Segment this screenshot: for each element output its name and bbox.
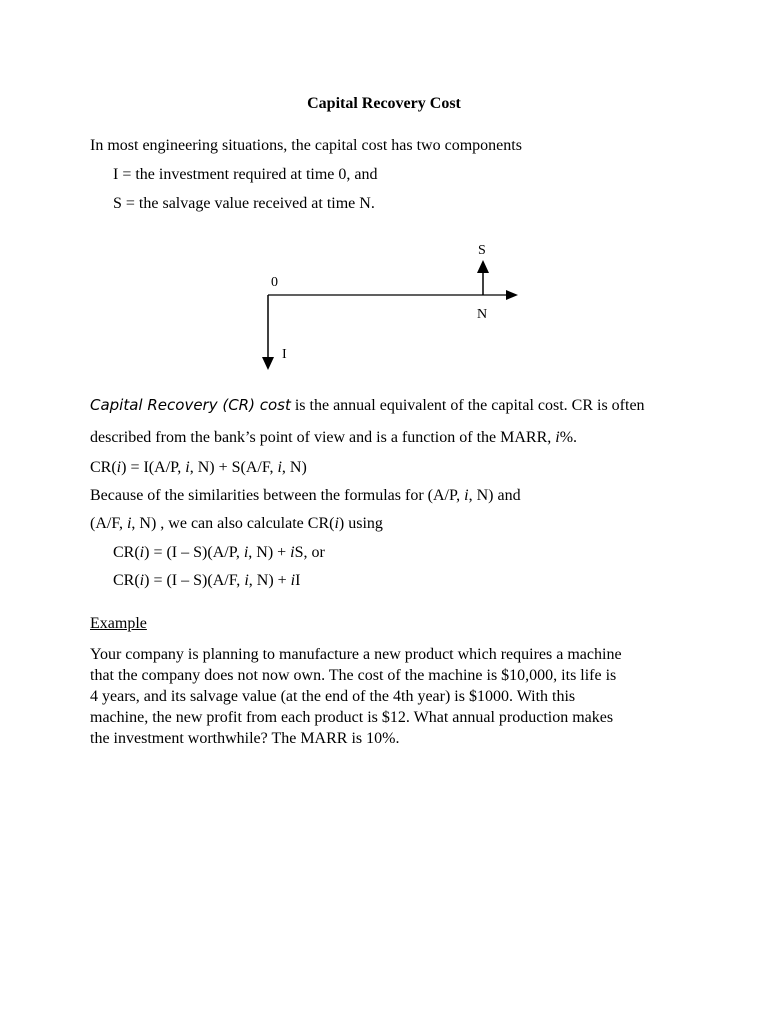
example-line: Your company is planning to manufacture a new product which requires a machine (90, 646, 622, 663)
cr-definition-line-2 (90, 430, 577, 446)
diagram-label-n: N (477, 307, 488, 322)
cr-definition-text-2: described from the bank’s point of view and is a function of the MARR, (90, 429, 556, 446)
salvage-arrowhead (477, 260, 489, 273)
example-line: machine, the new profit from each product is $12. What annual production makes (90, 709, 614, 726)
intro-line-2: I = the investment required at time 0, and (113, 166, 378, 183)
example-line: 4 years, and its salvage value (at the end of the 4th year) is $1000. With this (90, 688, 576, 705)
percent-sign: %. (559, 429, 578, 446)
time-axis-arrowhead (506, 290, 518, 300)
example-line: that the company does not now own. The cost of the machine is $10,000, its life is (90, 667, 617, 684)
formula-cr-2: CR(i) = (I – S)(A/P, i, N) + iS, or (113, 544, 325, 561)
example-paragraph (90, 644, 700, 749)
marr-variable: i (555, 429, 560, 446)
cr-term: Capital Recovery (CR) cost (90, 396, 291, 414)
example-line: the investment worthwhile? The MARR is 10%. (90, 730, 400, 747)
formula-cr-3: CR(i) = (I – S)(A/F, i, N) + iI (113, 572, 301, 589)
cr-definition-text: is the annual equivalent of the capital cost. CR is often (290, 397, 645, 414)
diagram-label-i: I (282, 347, 287, 362)
similarity-line-1: Because of the similarities between the formulas for (A/P, i, N) and (90, 487, 521, 504)
cr-definition-line-1 (90, 398, 645, 414)
diagram-label-zero: 0 (271, 275, 278, 290)
similarity-line-2: (A/F, i, N) , we can also calculate CR(i) using (90, 515, 383, 532)
diagram-label-s: S (478, 243, 486, 258)
intro-line-1: In most engineering situations, the capital cost has two components (90, 137, 522, 154)
formula-cr-1: CR(i) = I(A/P, i, N) + S(A/F, i, N) (90, 459, 307, 476)
intro-line-3: S = the salvage value received at time N. (113, 195, 375, 212)
investment-arrowhead (262, 357, 274, 370)
example-heading: Example (90, 615, 147, 632)
page-title: Capital Recovery Cost (307, 95, 461, 112)
